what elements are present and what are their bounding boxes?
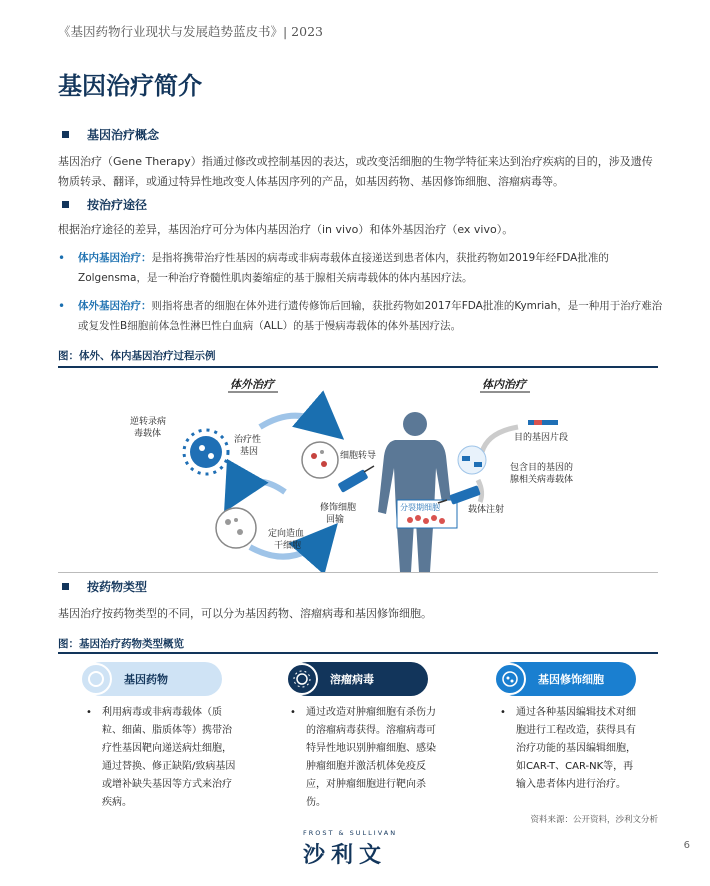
- bullet-dot-icon: •: [58, 299, 66, 313]
- report-header: 《基因药物行业现状与发展趋势蓝皮书》| 2023: [58, 24, 323, 39]
- section-heading-concept: 基因治疗概念: [62, 126, 159, 143]
- aav-vector-icon: [458, 446, 486, 474]
- svg-text:包含目的基因的: 包含目的基因的: [510, 463, 574, 473]
- card-body-gene-drug: • 利用病毒或非病毒载体（质粒、细菌、脂质体等）携带治疗性基因靶向递送病灶细胞，通过替换、修正缺陷/致病基因或增补缺失基因等方式来治疗疾病。: [86, 707, 236, 808]
- page-number: 6: [683, 840, 690, 851]
- syringe-icon: [338, 466, 374, 493]
- stem-cell-dish-icon: [216, 508, 256, 548]
- card-title-oncolytic-virus: 溶瘤病毒: [290, 662, 428, 696]
- petri-dish-icon: [302, 442, 338, 478]
- svg-text:基因: 基因: [240, 447, 259, 457]
- card-title-gene-modified-cell: 基因修饰细胞: [498, 662, 636, 696]
- cell-icon: [494, 663, 526, 695]
- human-body-icon: [378, 412, 452, 572]
- svg-text:载体注射: 载体注射: [468, 505, 505, 515]
- source-note: 资料来源：公开资料，沙利文分析: [530, 815, 658, 825]
- card-body-gene-modified-cell: • 通过各种基因编辑技术对细胞进行工程改造，获得具有治疗功能的基因编辑细胞，如CAR-T、CAR-NK等，再输入患者体内进行治疗。: [500, 707, 636, 790]
- in-vivo-title: 体内治疗: [482, 378, 526, 391]
- figure1-top-rule: [58, 366, 658, 368]
- svg-text:腺相关病毒载体: 腺相关病毒载体: [510, 475, 574, 485]
- bullet-in-vivo: • 体内基因治疗：是指将携带治疗性基因的病毒或非病毒载体直接递送到患者体内，获批药物如2019年经FDA批准的Zolgensma，是一种治疗脊髓性肌肉萎缩症的基于腺相关病毒载体的体内基因疗法。: [58, 248, 664, 288]
- svg-text:毒载体: 毒载体: [134, 429, 162, 439]
- route-intro: 根据治疗途径的差异，基因治疗可分为体内基因治疗（in vivo）和体外基因治疗（ex vivo）。: [58, 223, 514, 236]
- figure2-top-rule: [58, 652, 658, 654]
- svg-text:干细胞: 干细胞: [274, 541, 302, 551]
- svg-text:逆转录病: 逆转录病: [130, 417, 167, 427]
- card-body-oncolytic-virus: • 通过改造对肿瘤细胞有杀伤力的溶瘤病毒获得。溶瘤病毒可特异性地识别肿瘤细胞、感染肿瘤细胞并激活机体免疫反应，对肿瘤细胞进行靶向杀伤。: [290, 707, 436, 808]
- company-logo: 沙利文: [303, 842, 388, 868]
- svg-text:分裂期细胞: 分裂期细胞: [400, 503, 440, 512]
- figure1-caption: 图：体外、体内基因治疗过程示例: [58, 350, 216, 362]
- bullet-ex-vivo: • 体外基因治疗：则指将患者的细胞在体外进行遗传修饰后回输，获批药物如2017年FDA批准的Kymriah，是一种用于治疗难治或复发性B细胞前体急性淋巴性白血病（ALL）的基于慢病毒载体的体外基因疗法。: [58, 296, 664, 336]
- drug-type-paragraph: 基因治疗按药物类型的不同，可以分为基因药物、溶瘤病毒和基因修饰细胞。: [58, 607, 432, 620]
- svg-text:修饰细胞: 修饰细胞: [320, 503, 357, 513]
- svg-text:目的基因片段: 目的基因片段: [514, 433, 569, 443]
- gene-therapy-diagram: [110, 372, 610, 572]
- gene-fragment-icon: [528, 420, 558, 425]
- concept-paragraph: 基因治疗（Gene Therapy）指通过修改或控制基因的表达，或改变活细胞的生物学特征来达到治疗疾病的目的，涉及遗传物质转录、翻译，或通过特异性地改变人体基因序列的产品，如基因药物、基因修饰细胞、溶瘤病毒等。: [58, 155, 653, 188]
- figure2-caption: 图：基因治疗药物类型概览: [58, 638, 184, 650]
- page-title: 基因治疗简介: [58, 71, 202, 100]
- logo-subtitle: FROST & SULLIVAN: [303, 829, 398, 837]
- ex-vivo-title: 体外治疗: [230, 378, 274, 391]
- svg-text:治疗性: 治疗性: [234, 435, 262, 445]
- virus-icon: [286, 663, 318, 695]
- card-title-gene-drug: 基因药物: [84, 662, 222, 696]
- svg-text:回输: 回输: [326, 515, 345, 525]
- section-heading-route: 按治疗途径: [62, 196, 147, 213]
- retrovirus-icon: [184, 430, 228, 474]
- svg-text:定向造血: 定向造血: [268, 529, 305, 539]
- square-bullet-icon: [62, 583, 69, 590]
- ring-icon: [80, 663, 112, 695]
- svg-text:细胞转导: 细胞转导: [340, 451, 377, 461]
- square-bullet-icon: [62, 201, 69, 208]
- figure1-bottom-rule: [58, 572, 658, 573]
- section-heading-drug-type: 按药物类型: [62, 578, 147, 595]
- bullet-dot-icon: •: [58, 251, 66, 265]
- square-bullet-icon: [62, 131, 69, 138]
